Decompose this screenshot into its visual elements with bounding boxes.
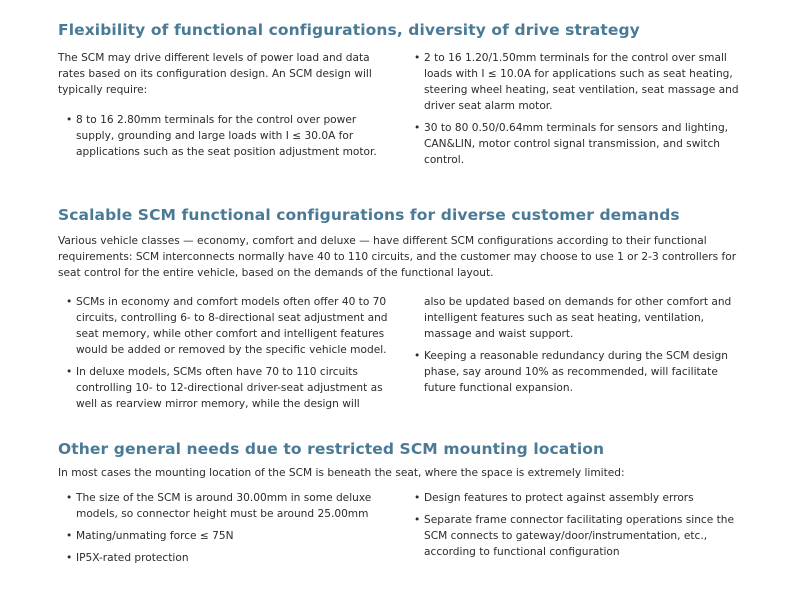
section-intro-mounting: In most cases the mounting location of the SCM is beneath the seat, where the space is extremely limited:: [58, 467, 625, 479]
list-item: • 2 to 16 1.20/1.50mm terminals for the control over small loads with I ≤ 10.0A for applications such as seat heating, steering wheel heating, seat ventilation, seat massage and driver seat alarm motor.: [414, 50, 744, 114]
bullet-list-left-flexibility: [66, 112, 382, 160]
bullet-list-right-mounting: [414, 490, 744, 560]
list-item-continuation: also be updated based on demands for other comfort and intelligent features such as seat heating, ventilation, massage and waist support.: [424, 296, 732, 340]
section-heading-scalable: Scalable SCM functional configurations for diverse customer demands: [58, 206, 680, 224]
list-item: • Mating/unmating force ≤ 75N: [66, 528, 376, 544]
section-heading-flexibility: Flexibility of functional configurations, diversity of drive strategy: [58, 21, 640, 39]
bullet-list-left-mounting: [66, 490, 376, 566]
bullet-list-right-flexibility: [414, 50, 744, 168]
list-item: • The size of the SCM is around 30.00mm in some deluxe models, so connector height must be around 25.00mm: [66, 490, 376, 522]
list-item: • 30 to 80 0.50/0.64mm terminals for sensors and lighting, CAN&LIN, motor control signal transmission, and switch control.: [414, 120, 744, 168]
list-item: • IP5X-rated protection: [66, 550, 376, 566]
bullet-list-right-scalable: [414, 294, 744, 396]
section-intro-flexibility: The SCM may drive different levels of power load and data rates based on its configuration design. An SCM design will typically require:: [58, 52, 372, 96]
list-item: • 8 to 16 2.80mm terminals for the control over power supply, grounding and large loads with I ≤ 30.0A for applications such as the seat position adjustment motor.: [66, 112, 382, 160]
list-item: • Separate frame connector facilitating operations since the SCM connects to gateway/door/instrumentation, etc., according to functional configuration: [414, 512, 744, 560]
list-item: • In deluxe models, SCMs often have 70 to 110 circuits controlling 10- to 12-directional driver-seat adjustment as well as rearview mirror memory, while the design will: [66, 364, 396, 412]
list-item: • Design features to protect against assembly errors: [414, 490, 744, 506]
list-item: • Keeping a reasonable redundancy during the SCM design phase, say around 10% as recommended, will facilitate future functional expansion.: [414, 348, 744, 396]
section-intro-scalable: Various vehicle classes — economy, comfort and deluxe — have different SCM configurations according to their functional requirements: SCM interconnects normally have 40 to 110 circuits, and the customer may choose to use 1 or 2-3 controllers for seat control for the entire vehicle, based on the demands of the functional layout.: [58, 235, 737, 279]
bullet-list-left-scalable: [66, 294, 396, 412]
list-item: • SCMs in economy and comfort models often offer 40 to 70 circuits, controlling 6- to 8-directional seat adjustment and seat memory, while other comfort and intelligent features would be added or removed by the specific vehicle model.: [66, 294, 396, 358]
section-heading-mounting: Other general needs due to restricted SCM mounting location: [58, 440, 605, 458]
